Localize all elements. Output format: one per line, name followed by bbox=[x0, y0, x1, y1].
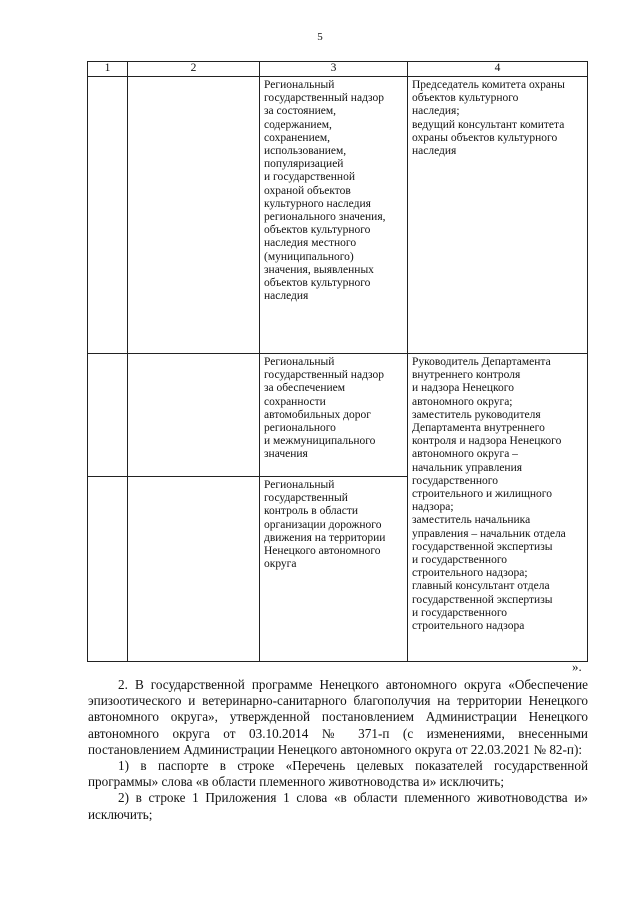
cell-col1 bbox=[88, 477, 128, 662]
cell-col1 bbox=[88, 77, 128, 354]
responsibility-table bbox=[87, 61, 588, 662]
table-row bbox=[88, 77, 588, 354]
cell-officials: Руководитель Департамента внутреннего контроля и надзора Ненецкого автономного округа; заместитель руководителя Департамента внутреннего контроля и надзора Ненецкого автономного округа – начальник управления государственного строительного и жилищного надзора; заместитель начальника управления – начальник отдела государственной экспертизы и государственного строительного надзора; главный консультант отдела государственной экспертизы и государственного строительного надзора bbox=[408, 354, 588, 662]
cell-col1 bbox=[88, 354, 128, 477]
paragraph-item-1: 1) в паспорте в строке «Перечень целевых показателей государственной программы» слова «в области племенного животноводства и» исключить; bbox=[88, 758, 588, 790]
table-header-row bbox=[88, 62, 588, 77]
header-cell-2: 2 bbox=[128, 62, 260, 77]
header-cell-3: 3 bbox=[260, 62, 408, 77]
cell-col2 bbox=[128, 477, 260, 662]
header-cell-4: 4 bbox=[408, 62, 588, 77]
table-row bbox=[88, 354, 588, 477]
paragraph-item-2: 2) в строке 1 Приложения 1 слова «в области племенного животноводства и» исключить; bbox=[88, 790, 588, 822]
cell-supervision-type: Региональный государственный надзор за состоянием, содержанием, сохранением, использованием, популяризацией и государственной охраной объектов культурного наследия регионального значения, объектов культурного наследия местного (муниципального) значения, выявленных объектов культурного наследия bbox=[260, 77, 408, 354]
cell-col2 bbox=[128, 77, 260, 354]
cell-officials: Председатель комитета охраны объектов культурного наследия; ведущий консультант комитета охраны объектов культурного наследия bbox=[408, 77, 588, 354]
page-number: 5 bbox=[317, 31, 323, 43]
paragraph-amendment-2: 2. В государственной программе Ненецкого автономного округа «Обеспечение эпизоотического и ветеринарно-санитарного благополучия на территории Ненецкого автономного округа», утвержденной постановлением Администрации Ненецкого автономного округа от 03.10.2014 № 371-п (с изменениями, внесенными постановлением Администрации Ненецкого автономного округа от 22.03.2021 № 82-п): bbox=[88, 677, 588, 757]
header-cell-1: 1 bbox=[88, 62, 128, 77]
cell-supervision-type: Региональный государственный надзор за обеспечением сохранности автомобильных дорог регионального и межмуниципального значения bbox=[260, 354, 408, 477]
closing-quote: ». bbox=[572, 659, 582, 674]
cell-supervision-type: Региональный государственный контроль в области организации дорожного движения на территории Ненецкого автономного округа bbox=[260, 477, 408, 662]
document-body bbox=[88, 677, 588, 823]
cell-col2 bbox=[128, 354, 260, 477]
